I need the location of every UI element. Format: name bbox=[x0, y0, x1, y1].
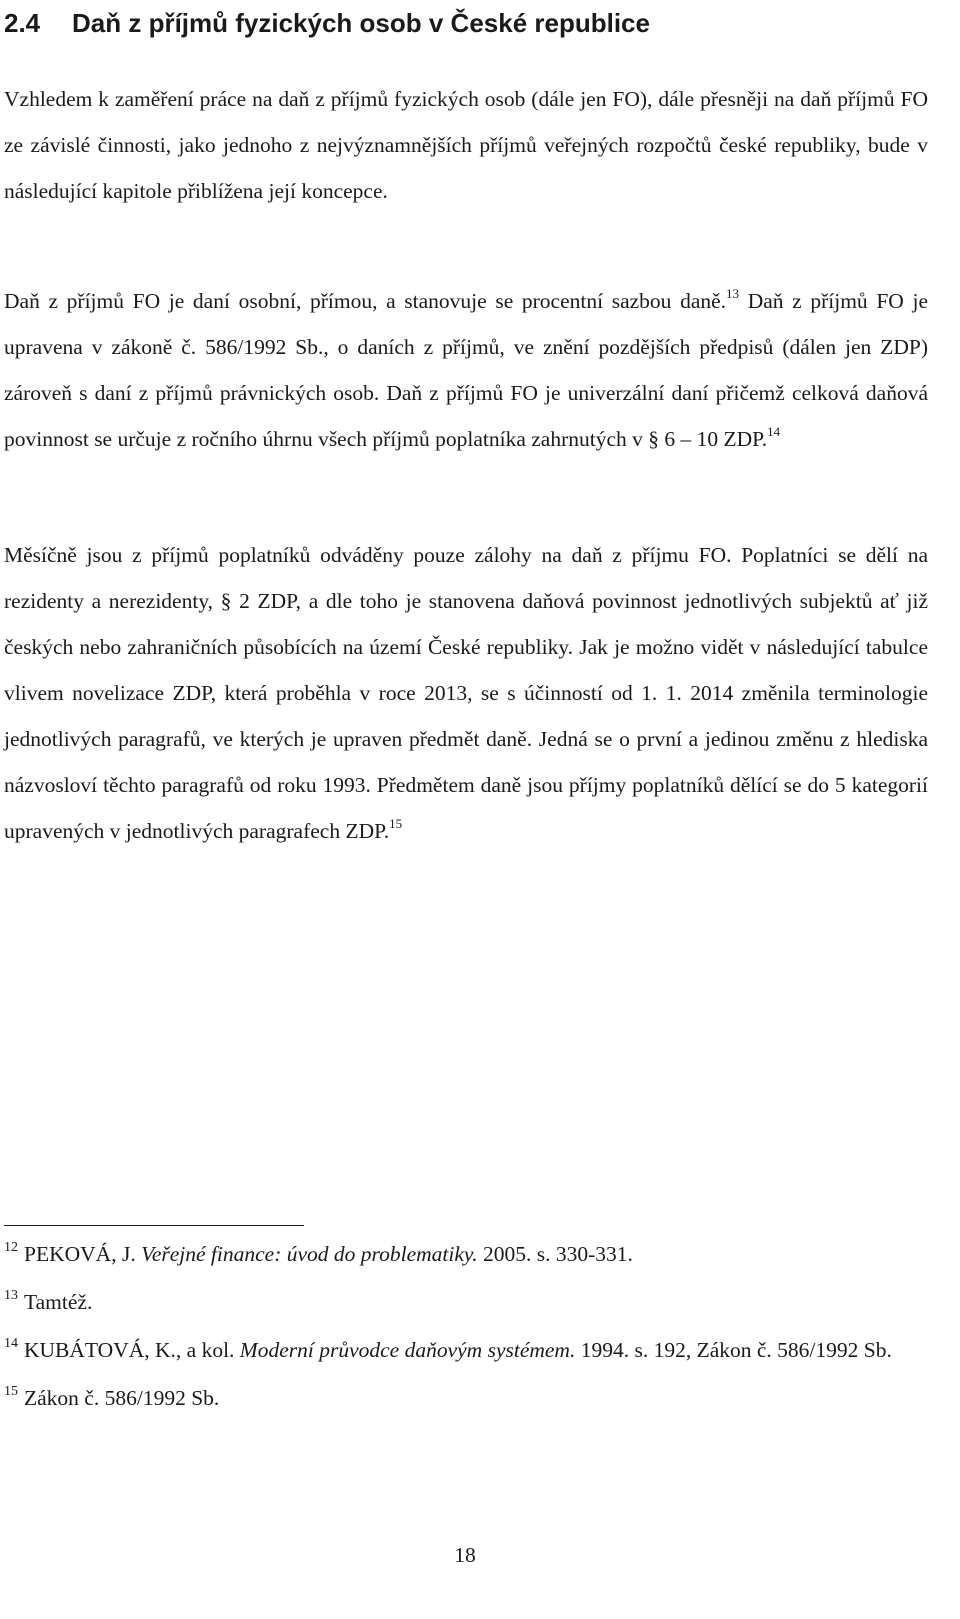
footnote-title: Moderní průvodce daňovým systémem. bbox=[239, 1338, 576, 1362]
footnote-reference-14[interactable]: 14 bbox=[767, 424, 781, 439]
footnote-divider bbox=[4, 1225, 304, 1226]
section-title: Daň z příjmů fyzických osob v České republice bbox=[72, 8, 650, 38]
footnote-text: KUBÁTOVÁ, K., a kol. bbox=[24, 1338, 240, 1362]
section-number: 2.4 bbox=[4, 8, 41, 38]
footnote-number: 12 bbox=[4, 1240, 18, 1255]
footnote-title: Veřejné finance: úvod do problematiky. bbox=[141, 1242, 478, 1266]
page-number: 18 bbox=[454, 1543, 476, 1567]
footnote-text-tail: 2005. s. 330-331. bbox=[477, 1242, 633, 1266]
paragraph-text-part-b: Daň z příjmů FO je upravena v zákoně č. 586/1992 Sb., o daních z příjmů, ve znění pozdějších předpisů (dálen jen ZDP) zároveň s daní z příjmů právnických osob. Daň z příjmů FO je univerzální daní přičemž celková daňová povinnost se určuje z ročního úhrnu všech příjmů poplatníka zahrnutých v § 6 – 10 ZDP. bbox=[4, 289, 928, 451]
footnote-item bbox=[4, 1280, 928, 1328]
footnote-text-tail: 1994. s. 192, Zákon č. 586/1992 Sb. bbox=[575, 1338, 892, 1362]
footnote-reference-15[interactable]: 15 bbox=[389, 816, 403, 831]
section-heading bbox=[4, 4, 934, 42]
footnote-text: Tamtéž. bbox=[24, 1290, 93, 1314]
paragraph-intro bbox=[4, 76, 928, 214]
paragraph-text: Měsíčně jsou z příjmů poplatníků odváděny pouze zálohy na daň z příjmu FO. Poplatníci se dělí na rezidenty a nerezidenty, § 2 ZDP, a dle toho je stanovena daňová povinnost jednotlivých subjektů ať již českých nebo zahraničních působících na území České republiky. Jak je možno vidět v následující tabulce vlivem novelizace ZDP, která proběhla v roce 2013, se s účinností od 1. 1. 2014 změnila terminologie jednotlivých paragrafů, ve kterých je upraven předmět daně. Jedná se o první a jedinou změnu z hlediska názvosloví těchto paragrafů od roku 1993. Předmětem daně jsou příjmy poplatníků dělící se do 5 kategorií upravených v jednotlivých paragrafech ZDP. bbox=[4, 543, 928, 843]
footnote-number: 13 bbox=[4, 1288, 18, 1303]
paragraph-payers bbox=[4, 532, 928, 854]
footnote-text: PEKOVÁ, J. bbox=[24, 1242, 142, 1266]
footnote-text: Zákon č. 586/1992 Sb. bbox=[24, 1386, 220, 1410]
footnotes-list bbox=[4, 1232, 928, 1424]
paragraph-text-part-a: Daň z příjmů FO je daní osobní, přímou, a stanovuje se procentní sazbou daně. bbox=[4, 289, 727, 313]
footnote-item bbox=[4, 1376, 928, 1424]
footnote-number: 15 bbox=[4, 1384, 18, 1399]
footnote-item bbox=[4, 1232, 928, 1280]
footnote-number: 14 bbox=[4, 1336, 18, 1351]
footnote-item bbox=[4, 1328, 928, 1376]
footnote-reference-13[interactable]: 13 bbox=[726, 286, 740, 301]
paragraph-text: Vzhledem k zaměření práce na daň z příjmů fyzických osob (dále jen FO), dále přesněji na daň příjmů FO ze závislé činnosti, jako jednoho z nejvýznamnějších příjmů veřejných rozpočtů české republiky, bude v následující kapitole přiblížena její koncepce. bbox=[4, 87, 928, 203]
paragraph-tax-definition bbox=[4, 278, 928, 462]
